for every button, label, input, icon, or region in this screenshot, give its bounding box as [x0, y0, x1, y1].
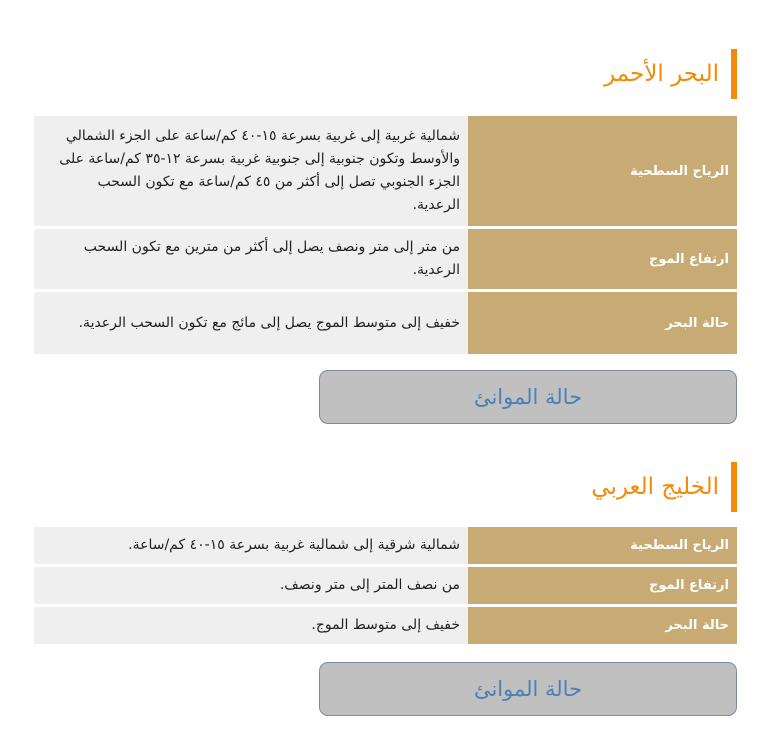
table-row — [34, 292, 737, 354]
table-row — [34, 607, 737, 644]
row-value: شمالية شرقية إلى شمالية غربية بسرعة ١٥-٤٠ كم/ساعة. — [34, 527, 468, 564]
row-value: خفيف إلى متوسط الموج يصل إلى مائج مع تكون السحب الرعدية. — [34, 292, 468, 354]
accent-bar — [731, 49, 737, 99]
table-row — [34, 567, 737, 604]
row-label: ارتفاع الموج — [468, 567, 737, 604]
section-header — [34, 462, 737, 512]
row-label: حالة البحر — [468, 292, 737, 354]
row-label: الرياح السطحية — [468, 116, 737, 226]
red-sea-section — [34, 49, 737, 99]
section-title: الخليج العربي — [591, 474, 719, 500]
table-row — [34, 116, 737, 226]
row-value: من نصف المتر إلى متر ونصف. — [34, 567, 468, 604]
section-header — [34, 49, 737, 99]
row-value: شمالية غربية إلى غربية بسرعة ١٥-٤٠ كم/ساعة على الجزء الشمالي والأوسط وتكون جنوبية إلى جنوبية غربية بسرعة ١٢-٣٥ كم/ساعة على الجزء الجنوبي تصل إلى أكثر من ٤٥ كم/ساعة مع تكون السحب الرعدية. — [34, 116, 468, 226]
table-row — [34, 229, 737, 289]
ports-status-button[interactable]: حالة الموانئ — [319, 370, 737, 424]
row-label: الرياح السطحية — [468, 527, 737, 564]
row-value: خفيف إلى متوسط الموج. — [34, 607, 468, 644]
row-value: من متر إلى متر ونصف يصل إلى أكثر من مترين مع تكون السحب الرعدية. — [34, 229, 468, 289]
ports-status-button[interactable]: حالة الموانئ — [319, 662, 737, 716]
table-row — [34, 527, 737, 564]
row-label: حالة البحر — [468, 607, 737, 644]
section-title: البحر الأحمر — [604, 61, 719, 87]
red-sea-table — [34, 116, 737, 354]
arabian-gulf-section — [34, 462, 737, 512]
row-label: ارتفاع الموج — [468, 229, 737, 289]
accent-bar — [731, 462, 737, 512]
arabian-gulf-table — [34, 527, 737, 644]
